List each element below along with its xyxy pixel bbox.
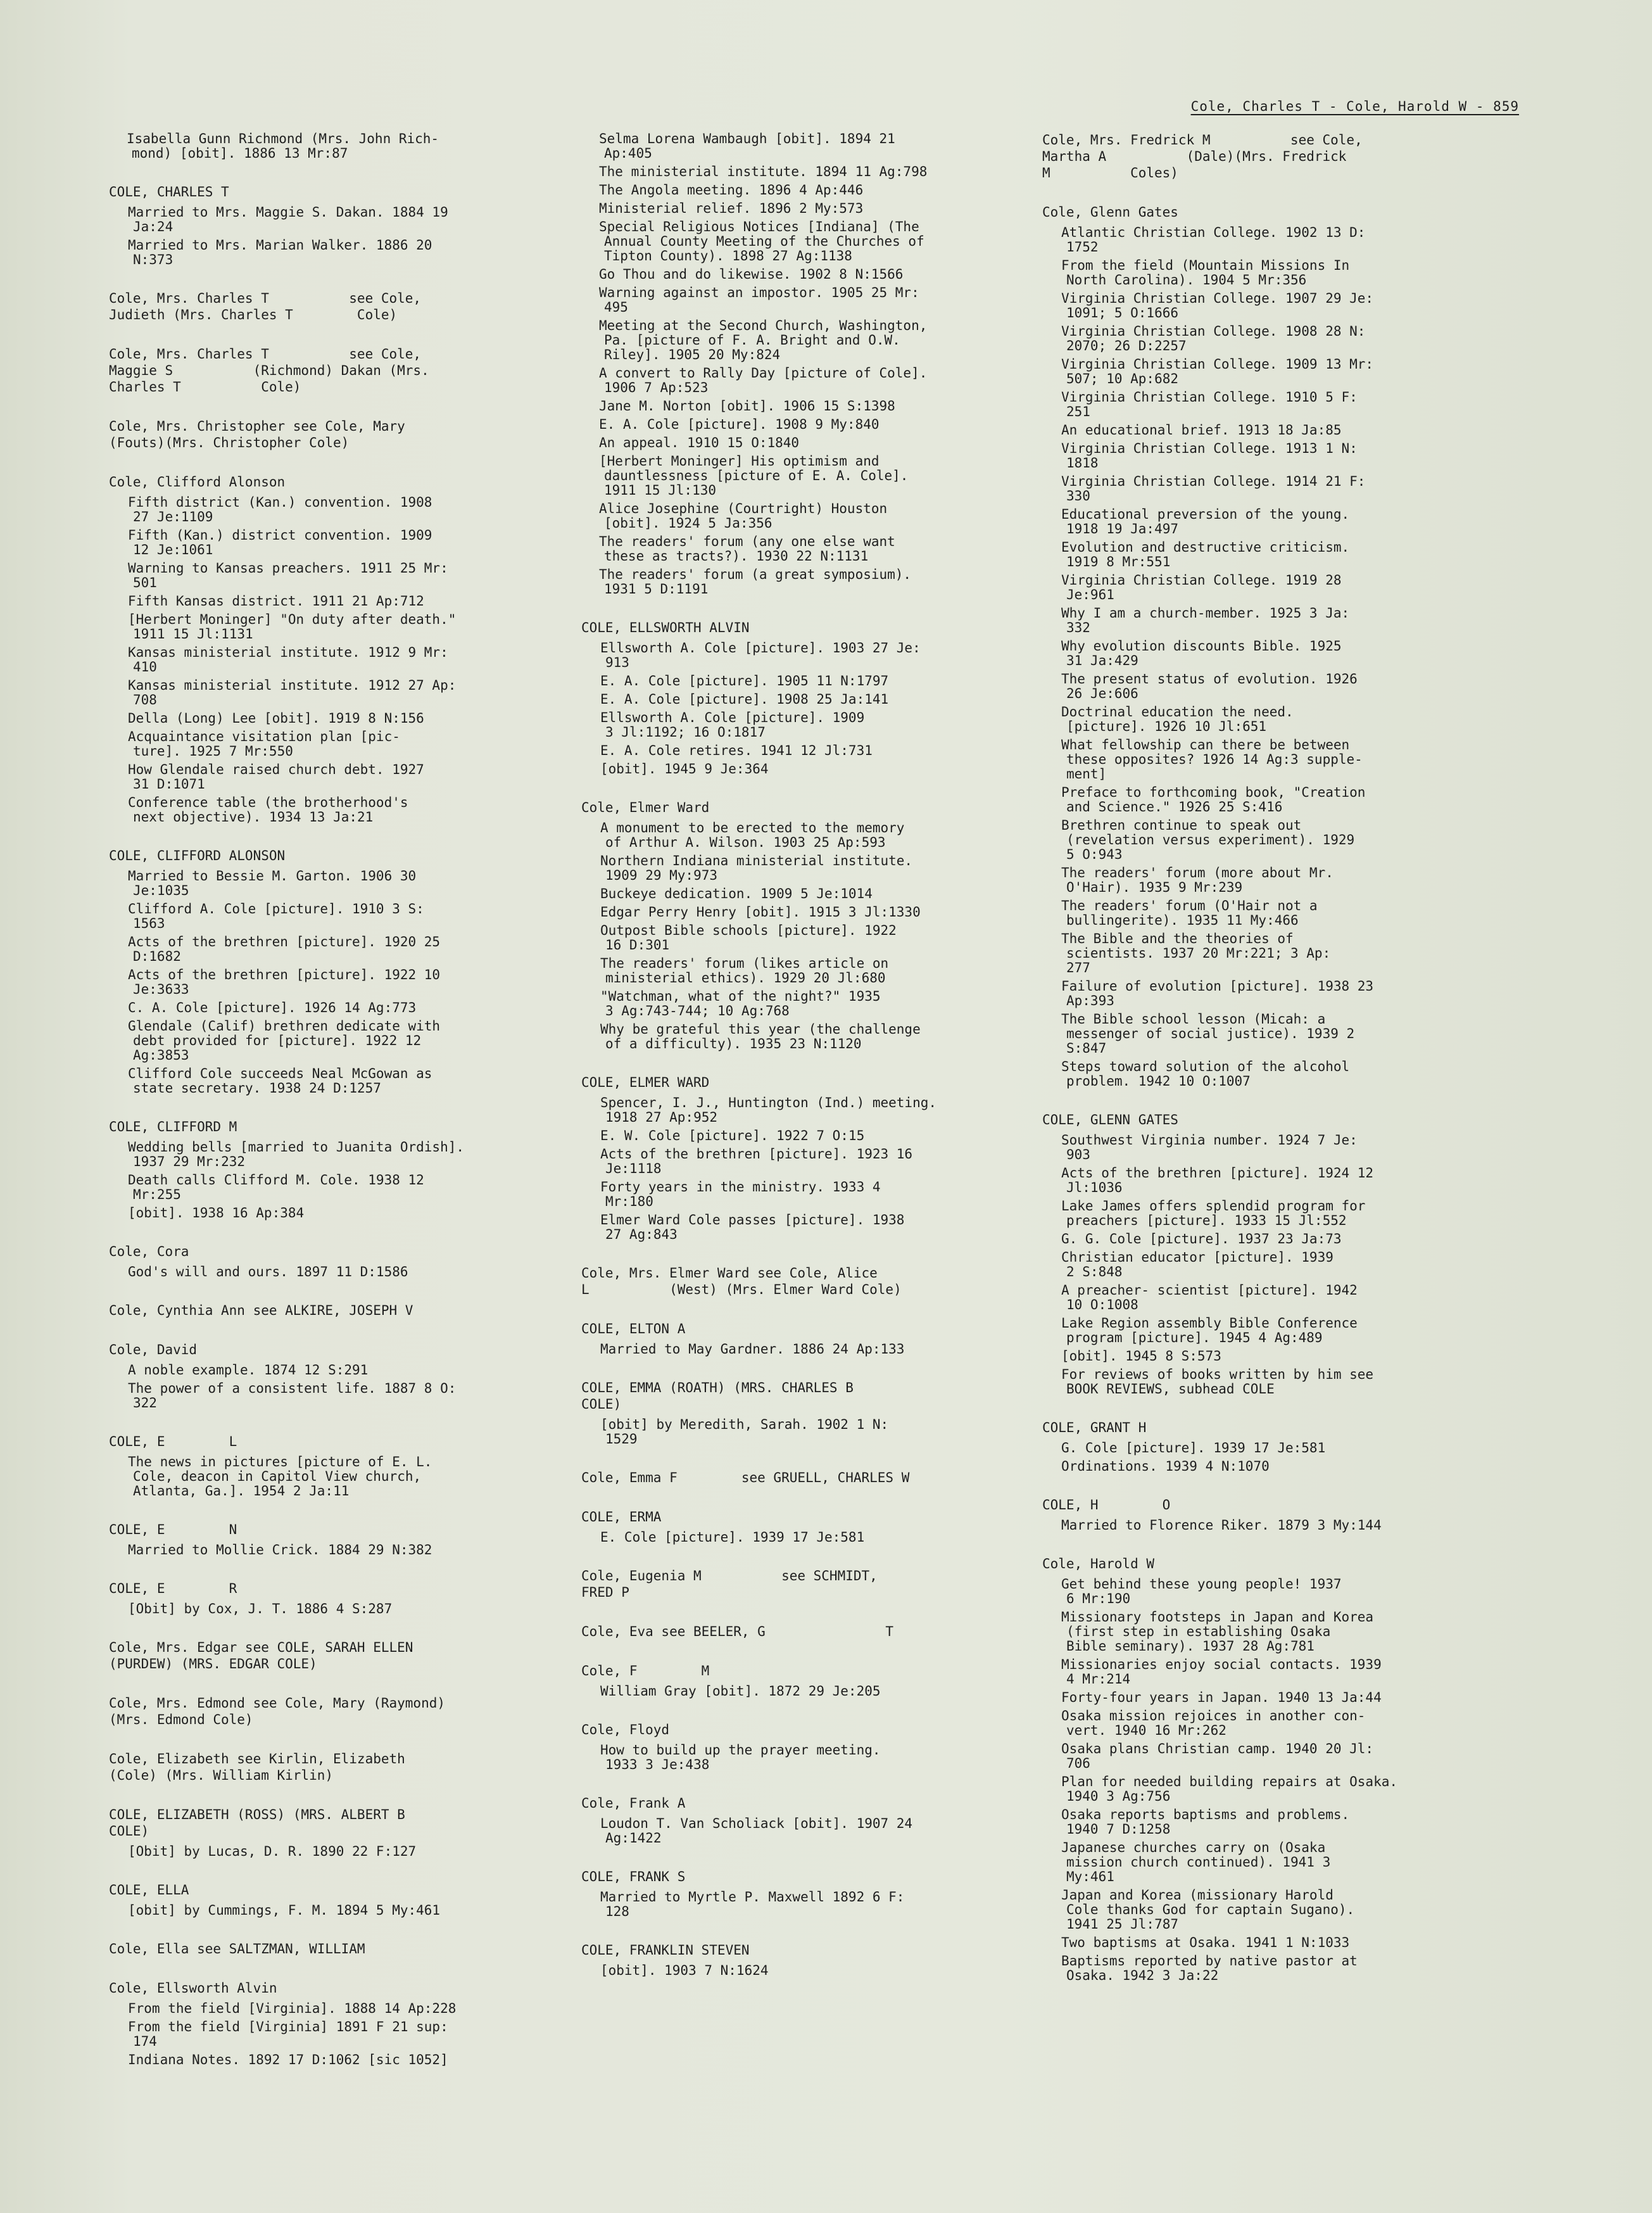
index-entry: How Glendale raised church debt. 1927 31 D:1071 bbox=[128, 762, 424, 792]
index-section bbox=[109, 1119, 552, 1221]
index-entry: A preacher- scientist [picture]. 1942 10 O:1008 bbox=[1061, 1283, 1358, 1312]
index-heading: Cole, Cora bbox=[109, 1244, 189, 1259]
index-entry: The readers' forum (likes article on ministerial ethics). 1929 20 Jl:680 bbox=[600, 956, 889, 986]
index-section bbox=[581, 1722, 1025, 1772]
index-heading: Cole, Mrs. Edgar see COLE, SARAH ELLEN (PURDEW) (MRS. EDGAR COLE) bbox=[109, 1640, 413, 1671]
index-entry: Doctrinal education the need. [picture]. 1926 10 Jl:651 bbox=[1061, 704, 1294, 734]
index-entry: Kansas ministerial institute. 1912 9 Mr: 410 bbox=[128, 645, 448, 675]
index-entry: Meeting at the Second Church, Washington, Pa. [picture of F. A. Bright and O.W. Riley]. 1905 20 My:824 bbox=[599, 318, 928, 362]
index-entry: Fifth (Kan.) district convention. 1909 12 Je:1061 bbox=[128, 528, 432, 557]
index-section bbox=[581, 1509, 1025, 1545]
index-heading: Cole, Elizabeth see Kirlin, Elizabeth (Cole) (Mrs. William Kirlin) bbox=[109, 1751, 405, 1783]
index-entry: Buckeye dedication. 1909 5 Je:1014 bbox=[600, 886, 873, 901]
index-heading: Cole, Eva see BEELER, G T bbox=[581, 1624, 894, 1639]
index-entry: The power of a consistent life. 1887 8 O: 322 bbox=[128, 1381, 457, 1411]
index-heading: COLE, ELIZABETH (ROSS) (MRS. ALBERT B COLE) bbox=[109, 1807, 405, 1839]
index-entry: Why I am a church-member. 1925 3 Ja: 332 bbox=[1061, 606, 1350, 635]
index-entry: Forty years in the ministry. 1933 4 Mr:180 bbox=[600, 1179, 881, 1209]
index-section bbox=[1042, 1419, 1511, 1474]
index-section bbox=[109, 1882, 552, 1918]
index-entry: E. W. Cole [picture]. 1922 7 O:15 bbox=[600, 1128, 865, 1143]
index-entry: Warning against an impostor. 1905 25 Mr: 495 bbox=[599, 285, 919, 315]
index-entry: Married to Mrs. Marian Walker. 1886 20 N:373 bbox=[128, 238, 432, 267]
index-section bbox=[109, 1941, 552, 1957]
index-entry: Virginia Christian College. 1913 1 N: 1818 bbox=[1061, 441, 1358, 471]
index-heading: Cole, Eugenia M see SCHMIDT, FRED P bbox=[581, 1568, 878, 1600]
index-entry: Acts of the brethren [picture]. 1923 16 Je:1118 bbox=[600, 1146, 913, 1176]
index-entry: Why be grateful this year (the challenge of a difficulty). 1935 23 N:1120 bbox=[600, 1022, 921, 1051]
index-section bbox=[581, 1469, 1025, 1486]
index-entry: The news in pictures [picture of E. L. Cole, deacon in Capitol View church, Atlanta, Ga.]. 1954 2 Ja:11 bbox=[128, 1454, 432, 1499]
index-section bbox=[109, 847, 552, 1096]
column-2 bbox=[581, 132, 1025, 1986]
index-entry: Married to Myrtle P. Maxwell 1892 6 F: 128 bbox=[600, 1889, 905, 1919]
index-section bbox=[581, 1074, 1025, 1242]
index-entry: William Gray [obit]. 1872 29 Je:205 bbox=[600, 1684, 881, 1699]
index-entry: Glendale (Calif) brethren dedicate with debt provided for [picture]. 1922 12 Ag:3853 bbox=[128, 1018, 441, 1063]
index-heading: Cole, Frank A bbox=[581, 1796, 686, 1811]
index-section bbox=[1042, 1556, 1511, 1983]
index-entry: [Obit] by Lucas, D. R. 1890 22 F:127 bbox=[128, 1844, 417, 1859]
index-entry: Fifth Kansas district. 1911 21 Ap:712 bbox=[128, 593, 424, 609]
index-entry: Married to Mollie Crick. 1884 29 N:382 bbox=[128, 1542, 432, 1557]
index-section bbox=[1042, 204, 1511, 1089]
index-entry: Failure of evolution [picture]. 1938 23 Ap:393 bbox=[1061, 979, 1374, 1008]
index-entry: An appeal. 1910 15 O:1840 bbox=[599, 435, 800, 450]
index-heading: Cole, Ellsworth Alvin bbox=[109, 1981, 277, 1996]
index-entry: Evolution and destructive criticism. 1919 8 Mr:551 bbox=[1061, 540, 1350, 569]
index-entry: Elmer Ward Cole passes [picture]. 1938 27 Ag:843 bbox=[600, 1212, 905, 1242]
index-entry: Wedding bells [married to Juanita Ordish]. 1937 29 Mr:232 bbox=[128, 1139, 465, 1169]
index-entry: Two baptisms at Osaka. 1941 1 N:1033 bbox=[1061, 1935, 1350, 1950]
index-heading: COLE, FRANKLIN STEVEN bbox=[581, 1943, 750, 1958]
column-1 bbox=[109, 132, 552, 2075]
index-entry: Baptisms reported by native pastor at Osaka. 1942 3 Ja:22 bbox=[1061, 1953, 1358, 1983]
index-entry: Acquaintance visitation plan [pic- ture]. 1925 7 Mr:550 bbox=[128, 729, 400, 759]
index-heading: Cole, Mrs. Elmer Ward see Cole, Alice L (West) (Mrs. Elmer Ward Cole) bbox=[581, 1265, 902, 1297]
index-section bbox=[581, 799, 1025, 1051]
index-entry: Married to May Gardner. 1886 24 Ap:133 bbox=[600, 1341, 905, 1357]
index-entry: Virginia Christian College. 1914 21 F: 330 bbox=[1061, 474, 1366, 504]
index-entry: Plan for needed building repairs at Osaka. 1940 3 Ag:756 bbox=[1061, 1774, 1398, 1804]
index-entry: Alice Josephine (Courtright) Houston [obit]. 1924 5 Ja:356 bbox=[599, 501, 888, 531]
index-section bbox=[581, 1321, 1025, 1357]
index-heading: COLE, CLIFFORD M bbox=[109, 1119, 237, 1134]
index-entry: Indiana Notes. 1892 17 D:1062 [sic 1052] bbox=[128, 2052, 448, 2067]
index-section bbox=[109, 418, 552, 451]
index-entry: The Angola meeting. 1896 4 Ap:446 bbox=[599, 182, 864, 198]
index-heading: Cole, Mrs. Edmond see Cole, Mary (Raymond) (Mrs. Edmond Cole) bbox=[109, 1696, 446, 1727]
index-entry: Death calls Clifford M. Cole. 1938 12 Mr:255 bbox=[128, 1172, 424, 1202]
index-entry: [obit]. 1938 16 Ap:384 bbox=[128, 1205, 305, 1221]
index-entry: E. Cole [picture]. 1939 17 Je:581 bbox=[600, 1530, 865, 1545]
index-entry: An educational brief. 1913 18 Ja:85 bbox=[1061, 422, 1342, 438]
index-entry: [obit] by Meredith, Sarah. 1902 1 N: 1529 bbox=[600, 1417, 889, 1447]
index-section bbox=[109, 1302, 552, 1319]
index-heading: COLE, ELTON A bbox=[581, 1321, 686, 1336]
index-section bbox=[109, 184, 552, 267]
index-entry: Virginia Christian College. 1910 5 F: 251 bbox=[1061, 390, 1358, 419]
index-heading: COLE, E N bbox=[109, 1522, 237, 1537]
index-entry: Go Thou and do likewise. 1902 8 N:1566 bbox=[599, 267, 904, 282]
index-entry: E. A. Cole [picture]. 1908 9 My:840 bbox=[599, 417, 880, 432]
index-heading: Cole, David bbox=[109, 1342, 198, 1357]
index-entry: "Watchman, what of the night?" 1935 3 Ag:743-744; 10 Ag:768 bbox=[600, 989, 881, 1018]
index-entry: Ordinations. 1939 4 N:1070 bbox=[1061, 1459, 1270, 1474]
index-entry: The readers' forum (any one else want these as tracts?). 1930 22 N:1131 bbox=[599, 534, 895, 564]
index-section bbox=[1042, 132, 1511, 181]
index-entry: E. A. Cole retires. 1941 12 Jl:731 bbox=[600, 743, 873, 758]
index-heading: COLE, ELLSWORTH ALVIN bbox=[581, 620, 750, 635]
index-entry: The readers' forum (more about Mr. O'Hair). 1935 9 Mr:239 bbox=[1061, 865, 1334, 895]
index-entry: Japan and Korea (missionary Harold Cole thanks God for captain Sugano). 1941 25 Jl:787 bbox=[1061, 1887, 1355, 1932]
index-entry: Married to Mrs. Maggie S. Dakan. 1884 19 Ja:24 bbox=[128, 205, 448, 234]
index-entry: The Bible school lesson (Micah: a messenger of social justice). 1939 2 S:847 bbox=[1061, 1011, 1355, 1056]
index-section bbox=[109, 132, 552, 161]
index-section bbox=[109, 1521, 552, 1557]
index-entry: The present status of evolution. 1926 26 Je:606 bbox=[1061, 671, 1358, 701]
index-section bbox=[109, 474, 552, 825]
index-heading: Cole, Harold W bbox=[1042, 1556, 1155, 1571]
index-entry: Preface to forthcoming book, "Creation and Science." 1926 25 S:416 bbox=[1061, 785, 1366, 815]
index-entry: [obit]. 1945 9 Je:364 bbox=[600, 761, 769, 777]
index-entry: Virginia Christian College. 1907 29 Je: 1091; 5 O:1666 bbox=[1061, 291, 1374, 320]
column-3 bbox=[1042, 132, 1511, 1991]
index-heading: Cole, Mrs. Charles T see Cole, Judieth (Mrs. Charles T Cole) bbox=[109, 291, 422, 322]
index-section bbox=[109, 1806, 552, 1859]
index-heading: Cole, Glenn Gates bbox=[1042, 205, 1178, 220]
index-heading: COLE, ELMER WARD bbox=[581, 1075, 710, 1090]
index-entry: Ministerial relief. 1896 2 My:573 bbox=[599, 201, 864, 216]
index-section bbox=[1042, 1497, 1511, 1533]
index-entry: [Herbert Moninger] "On duty after death." 1911 15 Jl:1131 bbox=[128, 612, 457, 642]
index-entry: [Herbert Moninger] His optimism and dauntlessness [picture of E. A. Cole]. 1911 15 Jl:130 bbox=[599, 453, 909, 498]
index-section bbox=[581, 1265, 1025, 1298]
index-entry: Spencer, I. J., Huntington (Ind.) meeting. 1918 27 Ap:952 bbox=[600, 1095, 937, 1125]
index-entry: Loudon T. Van Scholiack [obit]. 1907 24 Ag:1422 bbox=[600, 1816, 913, 1846]
index-heading: Cole, Mrs. Fredrick M see Cole, Martha A (Dale)(Mrs. Fredrick M Coles) bbox=[1042, 132, 1363, 181]
index-heading: COLE, E R bbox=[109, 1581, 237, 1596]
index-section bbox=[109, 290, 552, 323]
index-entry: Selma Lorena Wambaugh [obit]. 1894 21 Ap:405 bbox=[599, 131, 895, 161]
index-entry: Clifford Cole succeeds Neal McGowan as state secretary. 1938 24 D:1257 bbox=[128, 1066, 432, 1096]
index-heading: COLE, EMMA (ROATH) (MRS. CHARLES B COLE) bbox=[581, 1380, 854, 1412]
index-entry: A monument to be erected to the memory of Arthur A. Wilson. 1903 25 Ap:593 bbox=[600, 820, 905, 850]
index-section bbox=[109, 1580, 552, 1616]
index-heading: COLE, GLENN GATES bbox=[1042, 1112, 1178, 1127]
index-entry: Married to Bessie M. Garton. 1906 30 Je:1035 bbox=[128, 868, 417, 898]
index-entry: Southwest Virginia number. 1924 7 Je: 903 bbox=[1061, 1132, 1358, 1162]
index-entry: Virginia Christian College. 1909 13 Mr: 507; 10 Ap:682 bbox=[1061, 357, 1374, 386]
index-entry: Fifth district (Kan.) convention. 1908 27 Je:1109 bbox=[128, 495, 432, 524]
index-entry: For reviews of books written by him see BOOK REVIEWS, subhead COLE bbox=[1061, 1367, 1374, 1397]
index-entry: Special Religious Notices [Indiana] (The Annual County Meeting of the Churches of Tipton County). 1898 27 Ag:1138 bbox=[599, 219, 924, 263]
index-section bbox=[581, 132, 1025, 597]
index-section bbox=[109, 346, 552, 395]
index-heading: Cole, Cynthia Ann see ALKIRE, JOSEPH V bbox=[109, 1303, 413, 1318]
index-section bbox=[109, 1341, 552, 1411]
index-entry: Acts of the brethren [picture]. 1920 25 D:1682 bbox=[128, 934, 441, 964]
index-entry: Get behind these young people! 1937 6 Mr:190 bbox=[1061, 1576, 1342, 1606]
index-entry: Ellsworth A. Cole [picture]. 1903 27 Je: 913 bbox=[600, 640, 921, 670]
index-entry: Osaka plans Christian camp. 1940 20 Jl: 706 bbox=[1061, 1741, 1374, 1771]
index-heading: COLE, H O bbox=[1042, 1497, 1171, 1512]
index-entry: Lake James offers splendid program for preachers [picture]. 1933 15 Jl:552 bbox=[1061, 1198, 1366, 1228]
index-entry: Virginia Christian College. 1908 28 N: 2070; 26 D:2257 bbox=[1061, 324, 1366, 353]
index-section bbox=[581, 1795, 1025, 1846]
index-entry: Missionaries enjoy social contacts. 1939 4 Mr:214 bbox=[1061, 1657, 1382, 1687]
index-entry: Conference table (the brotherhood's next objective). 1934 13 Ja:21 bbox=[128, 795, 408, 825]
index-entry: A convert to Rally Day [picture of Cole]. 1906 7 Ap:523 bbox=[599, 365, 928, 395]
index-section bbox=[581, 1623, 1025, 1640]
index-entry: The readers' forum (a great symposium). 1931 5 D:1191 bbox=[599, 567, 912, 597]
index-heading: Cole, Floyd bbox=[581, 1722, 670, 1737]
index-entry: The Bible and the theories of scientists. 1937 20 Mr:221; 3 Ap: 277 bbox=[1061, 931, 1331, 975]
index-entry: [Obit] by Cox, J. T. 1886 4 S:287 bbox=[128, 1601, 393, 1616]
index-entry: E. A. Cole [picture]. 1905 11 N:1797 bbox=[600, 673, 889, 688]
index-entry: Osaka reports baptisms and problems. 1940 7 D:1258 bbox=[1061, 1807, 1350, 1837]
index-entry: Japanese churches carry on (Osaka mission church continued). 1941 3 My:461 bbox=[1061, 1840, 1331, 1884]
index-entry: Married to Florence Riker. 1879 3 My:144 bbox=[1061, 1518, 1382, 1533]
index-entry: How to build up the prayer meeting. 1933 3 Je:438 bbox=[600, 1742, 881, 1772]
index-heading: COLE, CLIFFORD ALONSON bbox=[109, 848, 286, 863]
index-entry: Virginia Christian College. 1919 28 Je:961 bbox=[1061, 573, 1342, 602]
index-entry: Acts of the brethren [picture]. 1924 12 Jl:1036 bbox=[1061, 1165, 1374, 1195]
index-section bbox=[581, 619, 1025, 777]
index-entry: [obit]. 1945 8 S:573 bbox=[1061, 1348, 1221, 1364]
index-entry: Northern Indiana ministerial institute. 1909 29 My:973 bbox=[600, 853, 913, 883]
index-entry: Outpost Bible schools [picture]. 1922 16 D:301 bbox=[600, 923, 897, 953]
index-entry: G. Cole [picture]. 1939 17 Je:581 bbox=[1061, 1440, 1326, 1455]
index-section bbox=[109, 1433, 552, 1499]
index-heading: COLE, ELLA bbox=[109, 1882, 189, 1898]
index-entry: From the field (Mountain Missions In North Carolina). 1904 5 Mr:356 bbox=[1061, 258, 1350, 288]
index-entry: Brethren continue to speak out (revelation versus experiment). 1929 5 O:943 bbox=[1061, 818, 1355, 862]
index-entry: [obit]. 1903 7 N:1624 bbox=[600, 1963, 769, 1978]
index-entry: What fellowship can there be between these opposites? 1926 14 Ag:3 supple- ment] bbox=[1061, 737, 1363, 782]
index-entry: G. G. Cole [picture]. 1937 23 Ja:73 bbox=[1061, 1231, 1342, 1246]
index-entry: Isabella Gunn Richmond (Mrs. John Rich- mond) [obit]. 1886 13 Mr:87 bbox=[127, 131, 439, 161]
index-entry: From the field [Virginia] 1891 F 21 sup: 174 bbox=[128, 2019, 448, 2049]
index-section bbox=[581, 1942, 1025, 1978]
index-section bbox=[109, 1243, 552, 1279]
index-heading: COLE, CHARLES T bbox=[109, 184, 229, 200]
running-head: Cole, Charles T - Cole, Harold W - 859 bbox=[1190, 99, 1519, 114]
index-entry: Edgar Perry Henry [obit]. 1915 3 Jl:1330 bbox=[600, 904, 921, 920]
index-entry: E. A. Cole [picture]. 1908 25 Ja:141 bbox=[600, 692, 889, 707]
index-heading: COLE, E L bbox=[109, 1434, 237, 1449]
index-section bbox=[109, 1980, 552, 2067]
index-entry: [obit] by Cummings, F. M. 1894 5 My:461 bbox=[128, 1903, 441, 1918]
index-section bbox=[1042, 1112, 1511, 1397]
index-heading: Cole, Ella see SALTZMAN, WILLIAM bbox=[109, 1941, 365, 1956]
index-entry: From the field [Virginia]. 1888 14 Ap:228 bbox=[128, 2001, 457, 2016]
index-section bbox=[109, 1695, 552, 1728]
index-heading: Cole, Mrs. Christopher see Cole, Mary (Fouts)(Mrs. Christopher Cole) bbox=[109, 419, 405, 450]
index-entry: Ellsworth A. Cole [picture]. 1909 3 Jl:1192; 16 O:1817 bbox=[600, 710, 865, 740]
index-entry: The ministerial institute. 1894 11 Ag:798 bbox=[599, 164, 928, 179]
index-entry: Christian educator [picture]. 1939 2 S:848 bbox=[1061, 1250, 1334, 1279]
index-entry: Clifford A. Cole [picture]. 1910 3 S: 1563 bbox=[128, 901, 424, 931]
index-heading: Cole, F M bbox=[581, 1663, 710, 1678]
index-entry: Missionary footsteps in Japan and Korea (first step in establishing Osaka Bible seminary). 1937 28 Ag:781 bbox=[1061, 1609, 1374, 1654]
index-heading: Cole, Mrs. Charles T see Cole, Maggie S (Richmond) Dakan (Mrs. Charles T Cole) bbox=[109, 346, 429, 395]
index-section bbox=[581, 1379, 1025, 1447]
index-heading: Cole, Elmer Ward bbox=[581, 800, 710, 815]
index-heading: COLE, GRANT H bbox=[1042, 1420, 1147, 1435]
index-heading: COLE, FRANK S bbox=[581, 1869, 686, 1884]
index-entry: Osaka mission rejoices in another con- vert. 1940 16 Mr:262 bbox=[1061, 1708, 1366, 1738]
index-heading: Cole, Emma F see GRUELL, CHARLES W bbox=[581, 1470, 910, 1485]
index-heading: Cole, Clifford Alonson bbox=[109, 474, 286, 490]
index-entry: Jane M. Norton [obit]. 1906 15 S:1398 bbox=[599, 398, 895, 414]
index-entry: Steps toward solution of the alcohol problem. 1942 10 O:1007 bbox=[1061, 1059, 1350, 1089]
index-entry: Warning to Kansas preachers. 1911 25 Mr: 501 bbox=[128, 561, 448, 590]
index-entry: Acts of the brethren [picture]. 1922 10 Je:3633 bbox=[128, 967, 441, 997]
index-entry: Lake Region assembly Bible Conference program [picture]. 1945 4 Ag:489 bbox=[1061, 1316, 1358, 1345]
index-section bbox=[109, 1751, 552, 1784]
index-entry: Forty-four years in Japan. 1940 13 Ja:44 bbox=[1061, 1690, 1382, 1705]
index-section bbox=[109, 1639, 552, 1672]
index-heading: COLE, ERMA bbox=[581, 1509, 662, 1525]
index-entry: God's will and ours. 1897 11 D:1586 bbox=[128, 1264, 408, 1279]
index-entry: A noble example. 1874 12 S:291 bbox=[128, 1362, 369, 1378]
index-entry: Atlantic Christian College. 1902 13 D: 1752 bbox=[1061, 225, 1366, 255]
index-entry: The readers' forum (O'Hair not a bullingerite). 1935 11 My:466 bbox=[1061, 898, 1318, 928]
index-section bbox=[581, 1568, 1025, 1601]
index-section bbox=[581, 1868, 1025, 1919]
index-entry: Della (Long) Lee [obit]. 1919 8 N:156 bbox=[128, 711, 424, 726]
index-entry: Why evolution discounts Bible. 1925 31 Ja:429 bbox=[1061, 638, 1342, 668]
index-entry: Kansas ministerial institute. 1912 27 Ap: 708 bbox=[128, 678, 457, 707]
index-entry: Educational preversion of the young. 1918 19 Ja:497 bbox=[1061, 507, 1350, 536]
index-entry: C. A. Cole [picture]. 1926 14 Ag:773 bbox=[128, 1000, 417, 1015]
index-section bbox=[581, 1663, 1025, 1699]
